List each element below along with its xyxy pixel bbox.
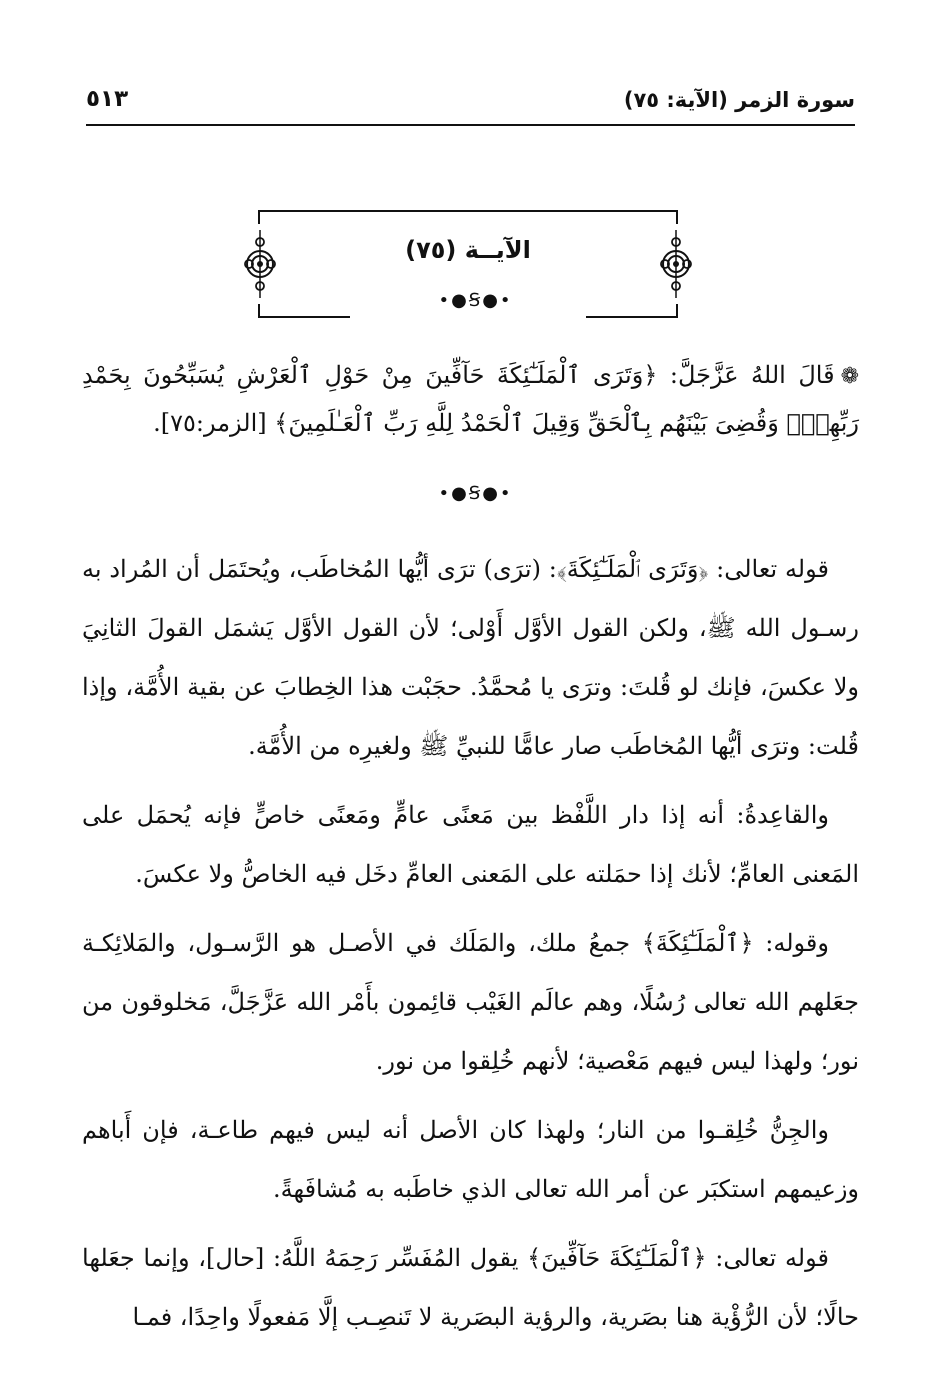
paragraph: والقاعِدةُ: أنه إذا دار اللَّفْظ بين مَعنًى عامٍّ ومَعنًى خاصٍّ فإنه يُحمَل على المَعنى العامِّ؛ لأنك إذا حمَلته على المَعنى العامِّ دخَل فيه الخاصُّ ولا عكسَ. (82, 801, 859, 888)
running-title: سورة الزمر (الآية: ٧٥) (623, 88, 855, 112)
commentary-body (82, 540, 859, 1357)
flower-icon: ❁ (840, 364, 859, 389)
frame-tick-left-top (258, 210, 260, 224)
paragraph: والجِنُّ خُلِقـوا من النار؛ ولهذا كان الأصل أنه ليس فيهم طاعـة، فإن أَباهم وزعيمهم استكبَر عن أمر الله تعالى الذي خاطَبه به مُشافَهةً. (82, 1116, 859, 1203)
paragraph: قوله تعالى: ﴿ٱلْمَلَـٰٓئِكَةَ حَآفِّينَ﴾ يقول المُفَسِّر رَحِمَهُ اللَّهُ: [حال]، وإنما جعَلها حالًا؛ لأن الرُّؤْية هنا بصَرية، والرؤية البصَرية لا تَنصِـب إلَّا مَفعولًا واحِدًا، فمـا (82, 1244, 859, 1331)
frame-bottom-rule-left (258, 316, 350, 318)
ornamental-divider: •●Ꞩ●• (438, 483, 513, 504)
frame-tick-right-top (676, 210, 678, 224)
running-header (86, 84, 855, 126)
verse-text: قَالَ اللهُ عَزَّجَلَّ: ﴿وَتَرَى ٱلْمَلَـٰٓئِكَةَ حَآفِّينَ مِنْ حَوْلِ ٱلْعَرْشِ يُسَبِّحُونَ بِحَمْدِ رَبِّهِمْۖ وَقُضِىَ بَيْنَهُم بِٱلْحَقِّ وَقِيلَ ٱلْحَمْدُ لِلَّهِ رَبِّ ٱلْعَـٰلَمِينَ﴾ [الزمر:٧٥]. (82, 361, 859, 437)
ornamental-divider: •●Ꞩ●• (438, 290, 513, 311)
ayah-heading-title: الآيــة (٧٥) (405, 236, 531, 264)
paragraph: وقوله: ﴿ٱلْمَلَـٰٓئِكَةَ﴾ جمعُ ملك، والمَلَك في الأصـل هو الرَّسـول، والمَلائِكـة جعَلهم الله تعالى رُسُلًا، وهم عالَم الغَيْب قائِمون بأَمْر الله عَزَّجَلَّ، مَخلوقون من نور؛ ولهذا ليس فيهم مَعْصية؛ لأنهم خُلِقوا من نور. (82, 929, 859, 1075)
frame-top-rule (258, 210, 678, 212)
page-number: ٥١٣ (86, 86, 129, 112)
frame-bottom-rule-right (586, 316, 678, 318)
paragraph: قوله تعالى: ﴿وَتَرَى ٱلْمَلَـٰٓئِكَةَ﴾: (ترَى) ترَى أيُّها المُخاطَب، ويُحتَمَل أن المُراد به رسـول الله ﷺ، ولكن القول الأوَّل أَوْلى؛ لأن القول الأوَّل يَشمَل القولَ الثانِيَ ولا عكسَ، فإنك لو قُلتَ: وترَى يا مُحمَّدُ. حجَبْت هذا الخِطابَ عن بقية الأُمَّة، وإذا قُلت: وترَى أيُّها المُخاطَب صار عامًّا للنبيِّ ﷺ ولغيرِه من الأُمَّة. (82, 555, 859, 760)
verse-block (82, 352, 859, 447)
